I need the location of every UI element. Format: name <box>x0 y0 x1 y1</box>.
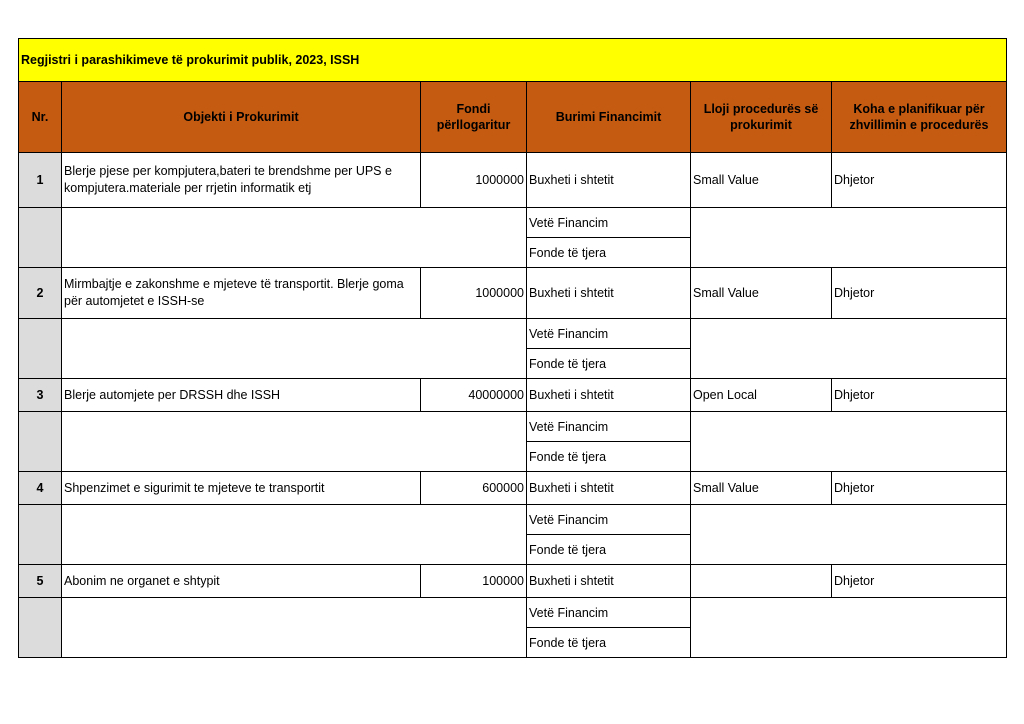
row-fund: 600000 <box>421 472 527 505</box>
row-source: Buxheti i shtetit <box>527 565 691 598</box>
row-object: Mirmbajtje e zakonshme e mjeteve të transportit. Blerje goma për automjetet e ISSH-se <box>62 268 421 319</box>
blank-object-cell <box>62 208 527 268</box>
sub-funding-row <box>19 412 1007 442</box>
sub-funding-row <box>19 208 1007 238</box>
sub-funding-source: Vetë Financim <box>527 505 691 535</box>
row-timing: Dhjetor <box>832 565 1007 598</box>
blank-object-cell <box>62 319 527 379</box>
sub-funding-source: Vetë Financim <box>527 319 691 349</box>
row-number: 5 <box>19 565 62 598</box>
blank-nr-cell <box>19 208 62 268</box>
row-number: 2 <box>19 268 62 319</box>
row-source: Buxheti i shtetit <box>527 153 691 208</box>
row-object: Blerje pjese per kompjutera,bateri te brendshme per UPS e kompjutera.materiale per rrjetin informatik etj <box>62 153 421 208</box>
header-objekti: Objekti i Prokurimit <box>62 82 421 153</box>
sub-funding-source: Fonde të tjera <box>527 535 691 565</box>
row-procedure: Open Local <box>691 379 832 412</box>
sub-funding-row <box>19 319 1007 349</box>
row-object: Shpenzimet e sigurimit te mjeteve te transportit <box>62 472 421 505</box>
row-number: 3 <box>19 379 62 412</box>
sub-funding-source: Vetë Financim <box>527 598 691 628</box>
register-title: Regjistri i parashikimeve të prokurimit publik, 2023, ISSH <box>19 39 1007 82</box>
row-timing: Dhjetor <box>832 268 1007 319</box>
row-number: 1 <box>19 153 62 208</box>
blank-procedure-cell <box>691 319 1007 379</box>
blank-object-cell <box>62 505 527 565</box>
blank-nr-cell <box>19 412 62 472</box>
blank-nr-cell <box>19 505 62 565</box>
title-row <box>19 39 1007 82</box>
row-number: 4 <box>19 472 62 505</box>
header-lloji: Lloji procedurës së prokurimit <box>691 82 832 153</box>
row-object: Blerje automjete per DRSSH dhe ISSH <box>62 379 421 412</box>
sub-funding-source: Fonde të tjera <box>527 628 691 658</box>
header-fondi: Fondi përllogaritur <box>421 82 527 153</box>
row-timing: Dhjetor <box>832 472 1007 505</box>
row-procedure: Small Value <box>691 472 832 505</box>
row-timing: Dhjetor <box>832 153 1007 208</box>
sub-funding-source: Vetë Financim <box>527 412 691 442</box>
sub-funding-source: Fonde të tjera <box>527 349 691 379</box>
table-row <box>19 153 1007 208</box>
header-koha: Koha e planifikuar për zhvillimin e procedurës <box>832 82 1007 153</box>
header-burimi: Burimi Financimit <box>527 82 691 153</box>
sub-funding-source: Fonde të tjera <box>527 238 691 268</box>
procurement-register-table <box>18 38 1007 658</box>
row-fund: 1000000 <box>421 268 527 319</box>
row-fund: 1000000 <box>421 153 527 208</box>
table-row <box>19 379 1007 412</box>
blank-nr-cell <box>19 598 62 658</box>
blank-procedure-cell <box>691 598 1007 658</box>
sub-funding-source: Vetë Financim <box>527 208 691 238</box>
sub-funding-source: Fonde të tjera <box>527 442 691 472</box>
header-nr: Nr. <box>19 82 62 153</box>
row-fund: 100000 <box>421 565 527 598</box>
header-row <box>19 82 1007 153</box>
row-source: Buxheti i shtetit <box>527 379 691 412</box>
row-source: Buxheti i shtetit <box>527 472 691 505</box>
row-source: Buxheti i shtetit <box>527 268 691 319</box>
table-row <box>19 565 1007 598</box>
blank-procedure-cell <box>691 505 1007 565</box>
blank-procedure-cell <box>691 208 1007 268</box>
blank-object-cell <box>62 412 527 472</box>
blank-procedure-cell <box>691 412 1007 472</box>
row-timing: Dhjetor <box>832 379 1007 412</box>
table-row <box>19 472 1007 505</box>
sub-funding-row <box>19 598 1007 628</box>
row-procedure: Small Value <box>691 153 832 208</box>
table-row <box>19 268 1007 319</box>
row-fund: 40000000 <box>421 379 527 412</box>
row-procedure: Small Value <box>691 268 832 319</box>
row-procedure <box>691 565 832 598</box>
sub-funding-row <box>19 505 1007 535</box>
row-object: Abonim ne organet e shtypit <box>62 565 421 598</box>
blank-object-cell <box>62 598 527 658</box>
blank-nr-cell <box>19 319 62 379</box>
